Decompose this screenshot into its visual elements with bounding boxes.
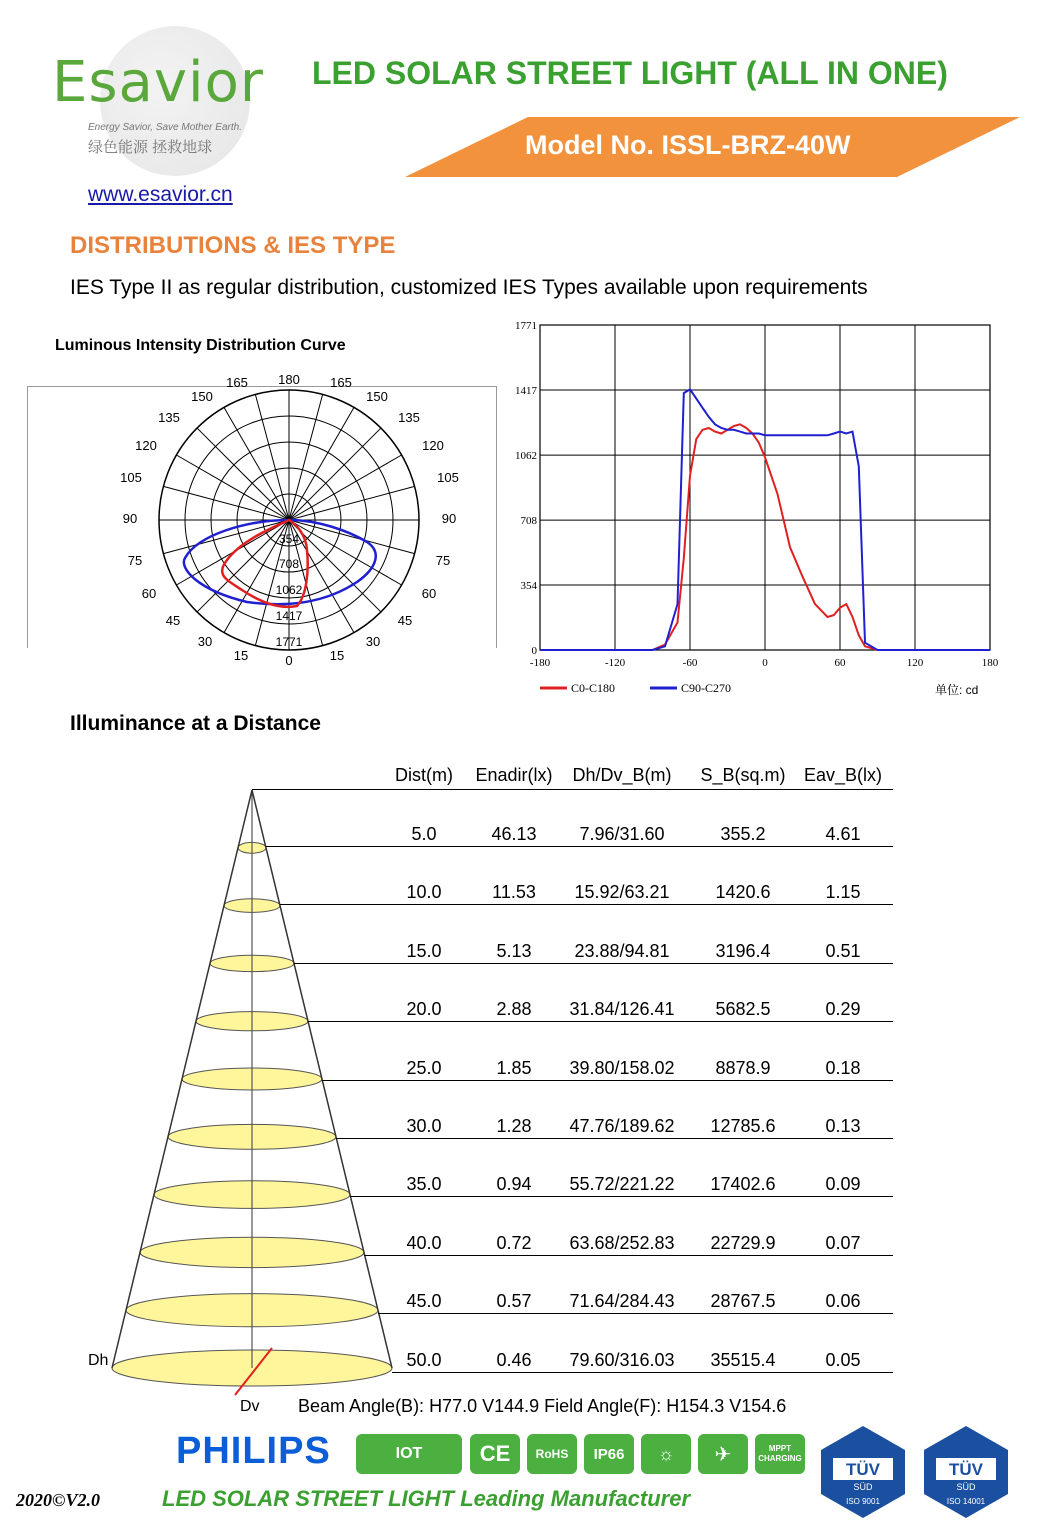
- polar-angle-label: 120: [135, 438, 157, 453]
- unit-label: 单位: cd: [935, 683, 979, 697]
- polar-spoke: [163, 520, 289, 554]
- logo-text: Esavior: [52, 50, 264, 115]
- table-rule: [322, 1080, 893, 1081]
- tuv-iso14001-seal: [918, 1424, 1014, 1520]
- table-cell: 63.68/252.83: [569, 1232, 675, 1253]
- table-header-cell: Dh/Dv_B(m): [572, 765, 672, 785]
- table-header-cell: Enadir(lx): [475, 765, 553, 785]
- table-cell: 71.64/284.43: [569, 1291, 675, 1312]
- polar-angle-label: 90: [441, 511, 457, 526]
- table-cell: 39.80/158.02: [569, 1057, 675, 1078]
- polar-radial-label: 1771: [275, 635, 303, 649]
- table-cell: 15.0: [406, 940, 442, 961]
- light-cone-diagram: [80, 780, 400, 1420]
- polar-angle-label: 135: [398, 410, 420, 425]
- table-cell: 5.0: [411, 824, 437, 844]
- table-cell: 1.85: [496, 1057, 532, 1078]
- mppt-badge: MPPT CHARGING: [755, 1434, 805, 1474]
- table-cell: 35.0: [406, 1174, 442, 1195]
- polar-top-label: 180: [278, 372, 300, 387]
- section-description: IES Type II as regular distribution, customized IES Types available upon requirements: [70, 276, 868, 299]
- polar-spoke: [289, 455, 402, 520]
- polar-bottom-label: 0: [285, 653, 293, 668]
- polar-spoke: [289, 428, 381, 520]
- x-tick-label: -180: [529, 657, 551, 669]
- table-cell: 25.0: [406, 1057, 442, 1078]
- x-tick-label: 180: [981, 657, 999, 669]
- logo-chinese-tagline: 绿色能源 拯救地球: [88, 139, 213, 156]
- table-header-cell: S_B(sq.m): [700, 765, 786, 785]
- table-cell: 0.05: [825, 1349, 861, 1370]
- x-tick-label: 60: [834, 657, 846, 669]
- svg-text:ISO 14001: ISO 14001: [946, 1497, 986, 1506]
- polar-spoke: [197, 520, 289, 612]
- polar-spoke: [289, 407, 354, 520]
- polar-spoke: [176, 455, 289, 520]
- table-cell: 0.94: [496, 1174, 532, 1195]
- polar-spoke: [163, 486, 289, 520]
- logo-tagline: Energy Savior, Save Mother Earth.: [88, 122, 242, 133]
- polar-spoke: [289, 486, 415, 520]
- philips-logo: PHILIPS: [176, 1430, 331, 1472]
- table-cell: 8878.9: [715, 1057, 771, 1078]
- polar-angle-label: 165: [330, 375, 352, 390]
- table-cell: 7.96/31.60: [579, 824, 665, 844]
- dh-label: Dh: [88, 1352, 109, 1369]
- table-rule: [308, 1021, 893, 1022]
- motion-sensor-icon: ☼: [641, 1434, 691, 1474]
- polar-angle-label: 30: [197, 634, 213, 649]
- table-cell: 22729.9: [710, 1232, 776, 1253]
- polar-angle-label: 165: [226, 375, 248, 390]
- table-cell: 5.13: [496, 940, 532, 961]
- table-header-cell: Eav_B(lx): [803, 765, 883, 785]
- x-tick-label: -120: [604, 657, 626, 669]
- table-cell: 31.84/126.41: [569, 999, 675, 1020]
- table-rule: [392, 1372, 893, 1373]
- ip66-badge: IP66: [584, 1434, 634, 1474]
- polar-chart-title: Luminous Intensity Distribution Curve: [55, 337, 346, 354]
- dv-label: Dv: [240, 1398, 260, 1415]
- polar-radial-label: 1062: [275, 583, 303, 597]
- table-cell: 46.13: [491, 824, 537, 844]
- svg-text:ISO 9001: ISO 9001: [846, 1497, 880, 1506]
- table-cell: 4.61: [825, 824, 861, 844]
- polar-angle-label: 15: [329, 648, 345, 663]
- table-cell: 0.29: [825, 999, 861, 1020]
- y-tick-label: 1062: [515, 450, 537, 463]
- table-cell: 0.07: [825, 1232, 861, 1253]
- table-rule: [294, 963, 893, 964]
- legend-label-c0-c180: C0-C180: [571, 681, 616, 695]
- table-cell: 0.13: [825, 1116, 861, 1136]
- polar-angle-label: 105: [437, 470, 459, 485]
- table-rule: [378, 1313, 893, 1314]
- table-cell: 1.28: [496, 1116, 532, 1136]
- table-cell: 50.0: [406, 1349, 442, 1370]
- table-cell: 5682.5: [715, 999, 771, 1020]
- polar-angle-label: 135: [158, 410, 180, 425]
- polar-chart: [27, 370, 497, 670]
- svg-text:TÜV: TÜV: [949, 1460, 983, 1479]
- table-cell: 20.0: [406, 999, 442, 1020]
- polar-angle-label: 60: [421, 586, 437, 601]
- polar-angle-label: 45: [397, 613, 413, 628]
- table-cell: 12785.6: [710, 1116, 776, 1136]
- rohs-badge: RoHS: [527, 1434, 577, 1474]
- table-cell: 10.0: [406, 882, 442, 903]
- table-cell: 55.72/221.22: [569, 1174, 675, 1195]
- table-cell: 35515.4: [710, 1349, 776, 1370]
- table-cell: 45.0: [406, 1291, 442, 1312]
- iot-badge: IOT: [356, 1434, 462, 1474]
- polar-angle-label: 150: [191, 389, 213, 404]
- y-tick-label: 1771: [515, 320, 537, 332]
- x-tick-label: 120: [906, 657, 924, 669]
- remote-control-icon: ✈: [698, 1434, 748, 1474]
- table-cell: 23.88/94.81: [574, 940, 670, 961]
- table-cell: 0.09: [825, 1174, 861, 1195]
- table-rule: [266, 846, 893, 847]
- polar-angle-label: 75: [435, 553, 451, 568]
- polar-angle-label: 120: [422, 438, 444, 453]
- y-tick-label: 708: [520, 515, 537, 528]
- illuminance-title: Illuminance at a Distance: [70, 712, 321, 735]
- table-cell: 79.60/316.03: [569, 1349, 675, 1370]
- table-cell: 47.76/189.62: [569, 1116, 675, 1136]
- polar-radial-label: 354: [278, 532, 300, 546]
- table-rule: [350, 1196, 893, 1197]
- footer-tagline: LED SOLAR STREET LIGHT Leading Manufacturer: [162, 1486, 691, 1511]
- polar-spoke: [255, 394, 289, 520]
- x-tick-label: -60: [682, 657, 698, 669]
- document-title: LED SOLAR STREET LIGHT (ALL IN ONE): [312, 55, 948, 91]
- table-cell: 0.18: [825, 1057, 861, 1078]
- table-rule: [280, 904, 893, 905]
- y-tick-label: 1417: [515, 384, 537, 397]
- polar-angle-label: 60: [141, 586, 157, 601]
- table-cell: 0.72: [496, 1232, 532, 1253]
- polar-angle-label: 30: [365, 634, 381, 649]
- table-rule: [364, 1255, 893, 1256]
- svg-text:SÜD: SÜD: [956, 1482, 976, 1492]
- line-chart: [505, 315, 1010, 710]
- polar-radial-label: 1417: [275, 609, 303, 623]
- table-cell: 40.0: [406, 1232, 442, 1253]
- polar-spoke: [289, 520, 402, 585]
- polar-angle-label: 15: [233, 648, 249, 663]
- polar-radial-label: 708: [278, 557, 300, 571]
- table-cell: 28767.5: [710, 1291, 776, 1312]
- table-cell: 11.53: [492, 882, 536, 903]
- table-cell: 30.0: [406, 1116, 442, 1136]
- table-cell: 2.88: [496, 999, 532, 1020]
- table-cell: 3196.4: [715, 940, 771, 961]
- polar-angle-label: 75: [127, 553, 143, 568]
- ce-badge: CE: [470, 1434, 520, 1474]
- tuv-iso9001-seal: [815, 1424, 911, 1520]
- line-chart-grid: [540, 325, 990, 650]
- svg-text:TÜV: TÜV: [846, 1460, 880, 1479]
- section-heading: DISTRIBUTIONS & IES TYPE: [70, 232, 396, 259]
- website-link[interactable]: www.esavior.cn: [88, 183, 233, 206]
- table-header-cell: Dist(m): [395, 765, 453, 785]
- legend-label-c90-c270: C90-C270: [681, 681, 732, 695]
- table-cell: 0.46: [496, 1349, 532, 1370]
- version-label: 2020©V2.0: [16, 1490, 100, 1510]
- table-cell: 355.2: [720, 824, 766, 844]
- table-cell: 17402.6: [710, 1174, 776, 1195]
- table-cell: 0.51: [825, 940, 861, 961]
- table-cell: 1420.6: [715, 882, 771, 903]
- polar-angle-label: 150: [366, 389, 388, 404]
- svg-text:SÜD: SÜD: [853, 1482, 873, 1492]
- y-tick-label: 0: [531, 645, 537, 657]
- polar-spoke: [224, 407, 289, 520]
- x-tick-label: 0: [762, 657, 768, 669]
- polar-spoke: [197, 428, 289, 520]
- polar-spoke: [289, 394, 323, 520]
- polar-angle-label: 90: [122, 511, 138, 526]
- table-cell: 0.06: [825, 1291, 861, 1312]
- polar-angle-label: 45: [165, 613, 181, 628]
- table-rule: [252, 789, 893, 790]
- table-cell: 0.57: [496, 1291, 532, 1312]
- table-cell: 1.15: [825, 882, 861, 903]
- table-cell: 15.92/63.21: [574, 882, 670, 903]
- polar-angle-label: 105: [120, 470, 142, 485]
- model-number: Model No. ISSL-BRZ-40W: [525, 130, 851, 160]
- table-rule: [336, 1138, 893, 1139]
- beam-angle-info: Beam Angle(B): H77.0 V144.9 Field Angle(F): H154.3 V154.6: [298, 1396, 787, 1416]
- y-tick-label: 354: [520, 580, 537, 593]
